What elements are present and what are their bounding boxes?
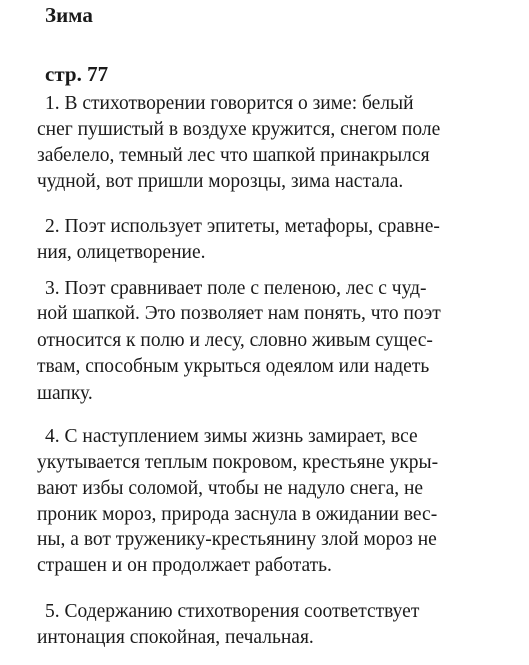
answer-3-line-1: 3. Поэт сравнивает поле с пеленою, лес с чуд-: [45, 278, 427, 299]
answer-3-line-2: ной шапкой. Это позволяет нам понять, что поэт: [37, 303, 441, 324]
page-reference: стр. 77: [45, 62, 109, 86]
answer-1-line-1: 1. В стихотворении говорится о зиме: белый: [45, 93, 414, 114]
answer-2-line-2: ния, олицетворение.: [37, 242, 206, 263]
answer-1-line-4: чудной, вот пришли морозцы, зима настала.: [37, 171, 404, 192]
answer-3-line-4: твам, способным укрыться одеялом или надеть: [37, 356, 430, 377]
answer-4-line-6: страшен и он продолжает работать.: [37, 555, 332, 576]
answer-4-line-2: укутывается теплым покровом, крестьяне укры-: [37, 452, 439, 473]
answer-3-line-5: шапку.: [37, 383, 93, 404]
answer-4-line-5: ны, а вот труженику-крестьянину злой мороз не: [37, 529, 437, 550]
document-title: Зима: [45, 3, 93, 27]
answer-4-line-4: проник мороз, природа заснула в ожидании вес-: [37, 504, 438, 525]
answer-3-line-3: относится к полю и лесу, словно живым сущес-: [37, 330, 433, 351]
answer-5-line-2: интонация спокойная, печальная.: [37, 627, 314, 648]
answer-4-line-3: вают избы соломой, чтобы не надуло снега, не: [37, 478, 424, 499]
answer-1-line-3: забелело, темный лес что шапкой принакрылся: [37, 145, 430, 166]
answer-5-line-1: 5. Содержанию стихотворения соответствует: [45, 601, 420, 622]
answer-2-line-1: 2. Поэт использует эпитеты, метафоры, сравне-: [45, 216, 440, 237]
answer-4-line-1: 4. С наступлением зимы жизнь замирает, все: [45, 426, 418, 447]
answer-1-line-2: снег пушистый в воздухе кружится, снегом поле: [37, 119, 441, 140]
